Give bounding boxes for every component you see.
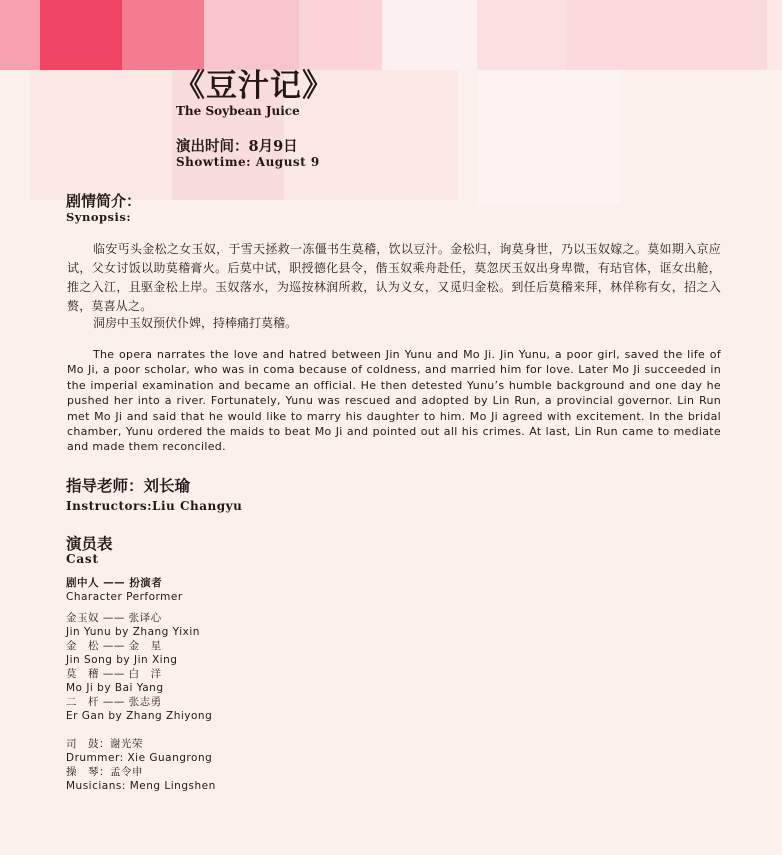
cast-role-line: Jin Yunu by Zhang Yixin bbox=[66, 626, 200, 638]
cast-role-line: Er Gan by Zhang Zhiyong bbox=[66, 710, 213, 722]
synopsis-english-paragraph: The opera narrates the love and hatred between Jin Yunu and Mo Ji. Jin Yunu, a poor girl, saved the life of Mo Ji, a poor scholar, who was in coma because of coldness, and married him for love. Later Mo Ji succeeded in the imperial examination and became an official. He then detested Yunu’s humble background and one day he pushed her into a river. Fortunately, Yunu was rescued and adopted by Lin Run, a provincial governor. Lin Run met Mo Ji and said that he would like to marry his daughter to him. Mo Ji agreed with excitement. In the bridal chamber, Yunu ordered the maids to beat Mo Ji and pointed out all his crimes. At last, Lin Run came to mediate and made them reconciled. bbox=[67, 348, 721, 454]
cast-heading: 演员表 bbox=[66, 534, 113, 553]
cast-role-line: 金 松 —— 金 星 bbox=[66, 640, 162, 652]
cast-list bbox=[66, 576, 216, 793]
synopsis-chinese-paragraph-2: 洞房中玉奴预伏仆婢，持棒痛打莫稽。 bbox=[93, 316, 298, 330]
cast-role-line: Jin Song by Jin Xing bbox=[66, 654, 178, 666]
header-block-red bbox=[40, 0, 122, 70]
cast-role-line: 莫 稽 —— 白 洋 bbox=[66, 668, 162, 680]
cast-column-header: 剧中人 —— 扮演者 bbox=[66, 577, 163, 589]
synopsis-heading: 剧情简介： bbox=[66, 192, 142, 210]
musician-line: Drummer: Xie Guangrong bbox=[66, 752, 213, 764]
musician-line: 司 鼓：谢光荣 bbox=[66, 738, 143, 750]
cast-column-header-english: Character Performer bbox=[66, 591, 183, 603]
cast-heading-english: Cast bbox=[66, 552, 99, 566]
header-block-blush bbox=[477, 0, 567, 70]
header-block-faint bbox=[567, 0, 767, 70]
side-panel bbox=[477, 70, 620, 205]
cast-role-line: Mo Ji by Bai Yang bbox=[66, 682, 164, 694]
showtime-chinese: 演出时间：8月9日 bbox=[176, 138, 298, 155]
showtime-english: Showtime: August 9 bbox=[176, 155, 320, 169]
instructor-english: Instructors:Liu Changyu bbox=[66, 499, 243, 513]
header-block-white bbox=[382, 0, 477, 70]
synopsis-heading-english: Synopsis: bbox=[66, 210, 132, 224]
cast-role-line: 金玉奴 —— 张译心 bbox=[66, 612, 162, 624]
synopsis-chinese-paragraph: 临安丐头金松之女玉奴，于雪天拯救一冻僵书生莫稽，饮以豆汁。金松归，询莫身世，乃以玉奴嫁之。莫如期入京应试，父女讨饭以助莫稽膏火。后莫中试，职授德化县令，偕玉奴乘舟赴任，莫忽厌玉奴出身卑微，有玷官体，诓女出舱，推之入江，且驱金松上岸。玉奴落水，为巡按林润所救，认为义女，又觅归金松。到任后莫稽来拜，林佯称有女，招之入赘，莫喜从之。 bbox=[67, 242, 721, 313]
instructor-heading: 指导老师：刘长瑜 bbox=[66, 476, 191, 495]
page-title: 《豆汁记》 bbox=[174, 68, 334, 104]
cast-role-line: 二 杆 —— 张志勇 bbox=[66, 696, 162, 708]
page-title-english: The Soybean Juice bbox=[176, 104, 300, 118]
musician-line: Musicians: Meng Lingshen bbox=[66, 780, 216, 792]
header-block-pink bbox=[0, 0, 40, 70]
musician-line: 操 琴：孟令申 bbox=[66, 766, 143, 778]
